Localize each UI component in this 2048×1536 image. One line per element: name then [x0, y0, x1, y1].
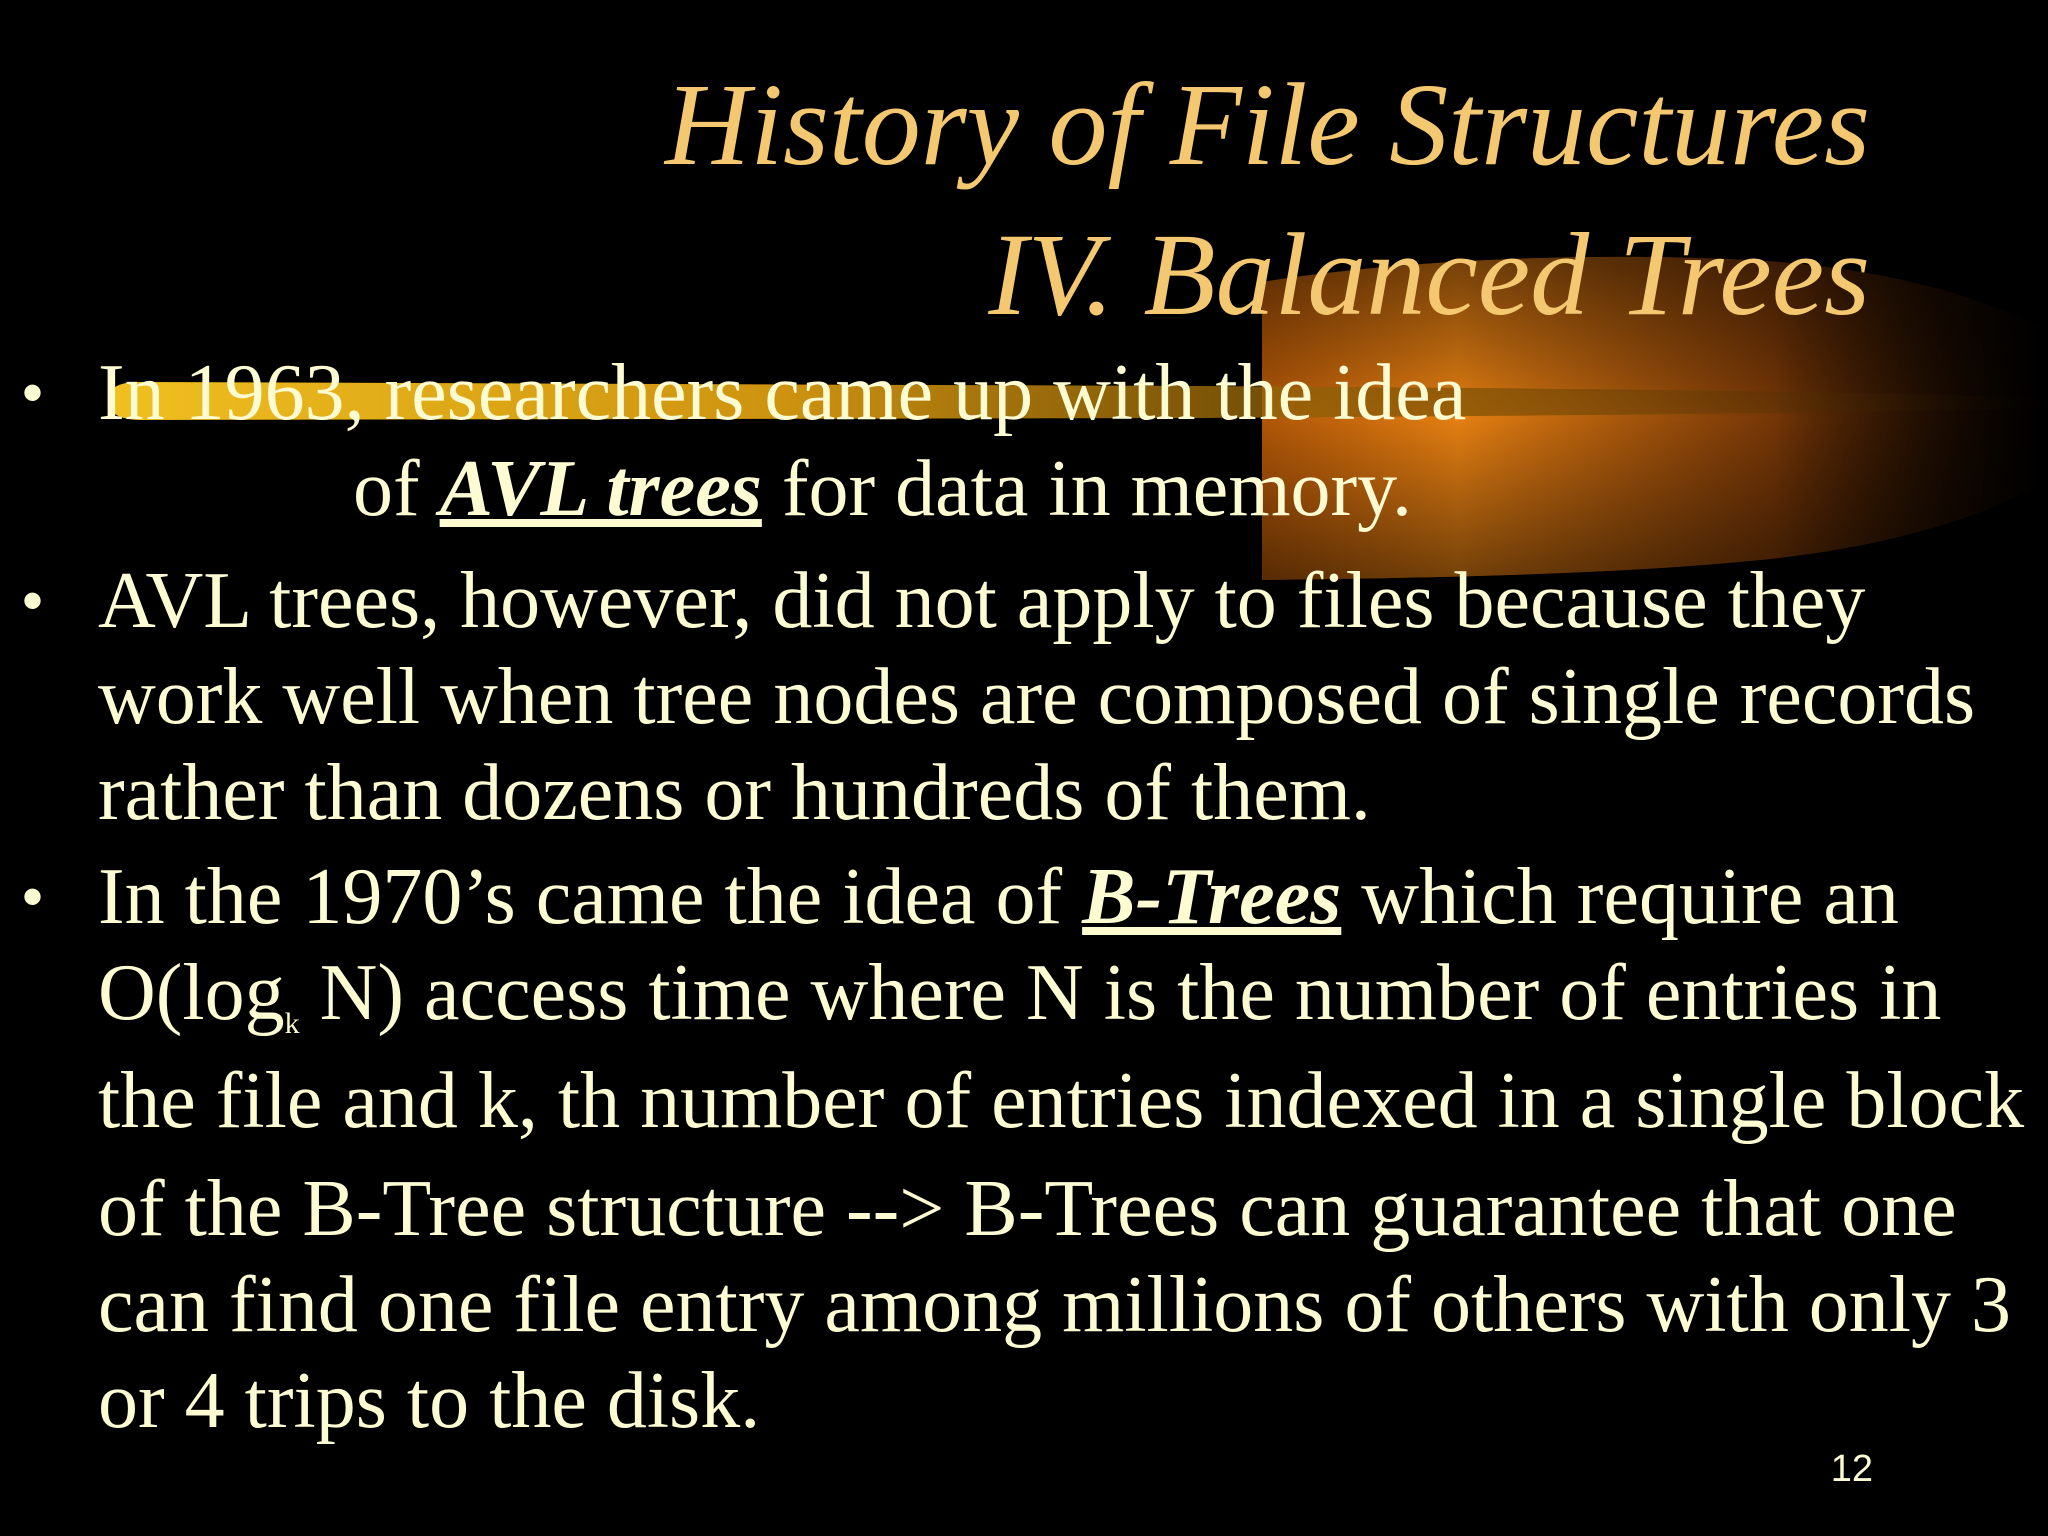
bullet-1-text: of — [353, 445, 440, 533]
log-base-subscript: k — [284, 1007, 300, 1040]
slide-number: 12 — [1830, 1448, 1873, 1490]
bullet-2-line-3: rather than dozens or hundreds of them. — [98, 749, 1371, 837]
log-prefix: O(log — [98, 949, 285, 1037]
bullet-3-line-3: the file and k, th number of entries indexed in a single block — [98, 1057, 2025, 1145]
bullet-icon: • — [22, 567, 44, 634]
slide-title — [665, 50, 1870, 350]
bullet-3-text-end: which require an — [1341, 853, 1899, 941]
bullet-icon: • — [22, 863, 44, 930]
bullet-1-text-end: for data in memory. — [761, 445, 1412, 533]
title-line-2: IV. Balanced Trees — [988, 209, 1870, 340]
bullet-item-b-trees — [0, 849, 2048, 1449]
bullet-2-line-1: AVL trees, however, did not apply to files because they — [98, 557, 1866, 645]
bullet-1-line-1: In 1963, researchers came up with the idea — [98, 349, 1467, 437]
log-suffix: N) access time where N is the number of entries in — [299, 949, 1942, 1037]
bullet-3-line-6: or 4 trips to the disk. — [98, 1357, 761, 1445]
avl-trees-term: AVL trees — [439, 445, 762, 533]
bullet-3-line-5: can find one file entry among millions of others with only 3 — [98, 1261, 2011, 1349]
bullet-3-text: In the 1970’s came the idea of — [98, 853, 1083, 941]
bullet-3-line-4: of the B-Tree structure --> B-Trees can guarantee that one — [98, 1165, 1957, 1253]
bullet-1-line-2 — [0, 441, 2048, 537]
title-line-1: History of File Structures — [664, 59, 1870, 190]
bullet-item-avl-limits — [0, 553, 2048, 841]
bullet-3-line-2 — [0, 945, 2048, 1041]
b-trees-term: B-Trees — [1082, 853, 1342, 941]
bullet-icon: • — [22, 359, 44, 426]
bullet-2-line-2: work well when tree nodes are composed of single records — [98, 653, 1976, 741]
bullet-list — [0, 345, 2048, 1449]
bullet-3-line-1 — [0, 849, 2048, 945]
bullet-item-avl-origin — [0, 345, 2048, 537]
